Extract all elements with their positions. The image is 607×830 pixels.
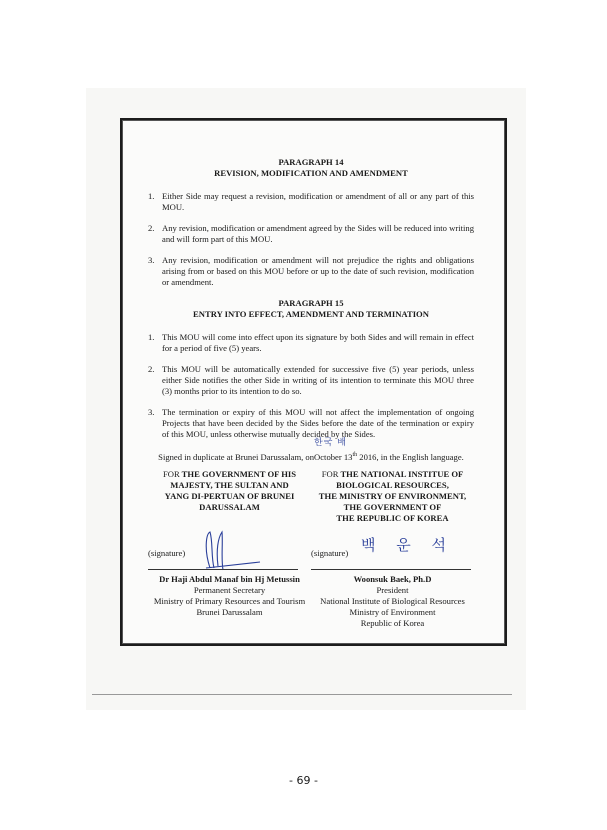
signed-text-before: Signed in duplicate at Brunei Darussalam, on [158,451,315,462]
party-line: MAJESTY, THE SULTAN AND [170,479,289,490]
item-text: Any revision, modification or amendment agreed by the Sides will be reduced into writing and will form part of this MOU. [162,223,474,244]
official-name: Dr Haji Abdul Manaf bin Hj Metussin [159,573,300,584]
official-line: Ministry of Primary Resources and Tourism [153,595,306,606]
signature-line-left [148,569,298,570]
scan-edge-line [92,694,512,695]
party-line: THE MINISTRY OF ENVIRONMENT, [318,490,467,501]
official-line: National Institute of Biological Resources [320,595,465,606]
paragraph-14-title: REVISION, MODIFICATION AND AMENDMENT [214,168,408,178]
for-label: FOR [162,468,180,479]
officials-block [148,574,474,629]
item-number: 2. [148,364,155,374]
signed-date-suffix: th [352,452,358,458]
list-item [148,191,474,213]
official-left [148,574,311,629]
item-number: 3. [148,255,155,265]
party-left [148,469,311,524]
handwritten-annotation: 한국 배 [314,438,347,448]
handwritten-signature-right: 백 운 석 [361,535,455,554]
paragraph-14-heading: PARAGRAPH 14 [278,157,344,167]
official-line: Republic of Korea [360,617,425,628]
paragraph-15-heading: PARAGRAPH 15 [278,298,344,308]
signed-date: October 13 [314,451,353,462]
signature-right [311,535,474,570]
signature-row [148,535,474,570]
official-name: Woonsuk Baek, Ph.D [353,573,432,584]
signature-label: (signature) [311,547,349,558]
page-number: - 69 - [289,774,318,787]
official-line: Brunei Darussalam [196,606,263,617]
item-text: The termination or expiry of this MOU will not affect the implementation of ongoing Projects that have been decided by the Sides before the date of the termination or expiry of this MOU, unless otherwise mutually decided by the Sides. [162,407,474,439]
official-line: President [376,584,409,595]
item-text: This MOU will come into effect upon its signature by both Sides and will remain in effect for a period of five (5) years. [162,332,474,353]
party-line: DARUSSALAM [199,501,260,512]
item-text: Any revision, modification or amendment will not prejudice the rights and obligations arising from or based on this MOU before or up to the date of such revision, modification or amendment. [162,255,474,287]
signing-statement [148,438,474,463]
party-line: THE GOVERNMENT OF [343,501,442,512]
party-line: THE REPUBLIC OF KOREA [336,512,449,523]
item-number: 1. [148,191,155,201]
official-right [311,574,474,629]
list-item [148,364,474,397]
parties-block [148,469,474,524]
signature-left [148,542,311,570]
party-line: THE NATIONAL INSTITUE OF [340,468,464,479]
signed-text-after: 2016, in the English language. [357,451,464,462]
list-item [148,407,474,440]
item-text: This MOU will be automatically extended for successive five (5) year periods, unless either Side notifies the other Side in writing of its intention to terminate this MOU three (3) months prior to its intention to do so. [162,364,474,396]
for-label: FOR [321,468,339,479]
list-item [148,223,474,245]
item-number: 1. [148,332,155,342]
signature-label: (signature) [148,547,186,558]
official-line: Permanent Secretary [193,584,266,595]
handwritten-signature-left [196,528,266,572]
list-item [148,255,474,288]
official-line: Ministry of Environment [349,606,436,617]
item-number: 3. [148,407,155,417]
party-line: THE GOVERNMENT OF HIS [181,468,297,479]
paragraph-15-title: ENTRY INTO EFFECT, AMENDMENT AND TERMINATION [193,309,429,319]
party-line: BIOLOGICAL RESOURCES, [336,479,449,490]
party-right [311,469,474,524]
document-body [148,157,474,629]
item-text: Either Side may request a revision, modification or amendment of all or any part of this MOU. [162,191,474,212]
paragraph-15-list [148,332,474,440]
party-line: YANG DI-PERTUAN OF BRUNEI [164,490,295,501]
item-number: 2. [148,223,155,233]
list-item [148,332,474,354]
paragraph-14-list [148,191,474,288]
signature-line-right [311,569,471,570]
